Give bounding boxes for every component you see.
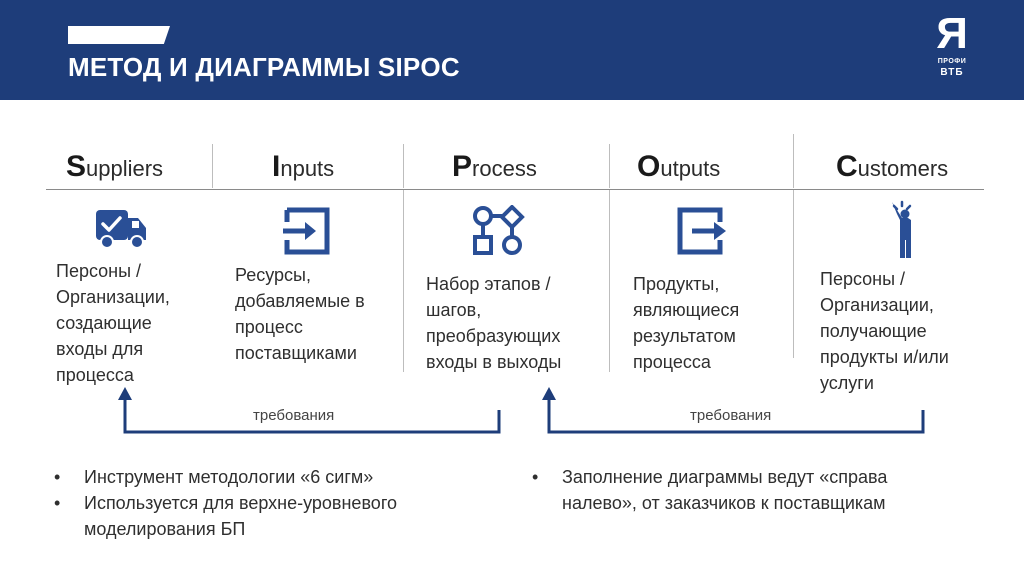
text-line: преобразующих [426, 326, 561, 346]
heading-initial: S [66, 150, 87, 183]
column-divider [403, 190, 404, 372]
text-line: услуги [820, 373, 874, 393]
logo-bank-name: ВТБ [940, 67, 964, 78]
heading-initial: O [637, 150, 661, 183]
list-item [54, 490, 494, 516]
column-text-process [426, 271, 606, 375]
list-item [532, 464, 1002, 490]
column-heading-outputs [637, 150, 720, 184]
text-line: поставщиками [235, 343, 357, 363]
text-line: получающие [820, 321, 927, 341]
column-text-inputs [235, 262, 403, 366]
text-line: процесса [56, 365, 134, 385]
heading-initial: I [272, 150, 281, 183]
text-line: Персоны / [56, 261, 142, 281]
text-line: Организации, [820, 295, 934, 315]
text-line: Продукты, [633, 274, 720, 294]
note-text: налево», от заказчиков к поставщикам [562, 493, 886, 513]
column-divider [793, 134, 794, 188]
text-line: Организации, [56, 287, 170, 307]
notes-left [54, 464, 494, 542]
bullet-icon: • [532, 467, 539, 487]
text-line: добавляемые в [235, 291, 365, 311]
header-bar [0, 0, 1024, 100]
requirements-label-right: требования [690, 407, 772, 424]
text-line: результатом [633, 326, 736, 346]
heading-rest: utputs [660, 156, 721, 181]
list-item [54, 464, 494, 490]
list-item-continuation [532, 490, 1002, 516]
column-text-outputs [633, 271, 793, 375]
slide-title: МЕТОД И ДИАГРАММЫ SIPOC [68, 52, 460, 82]
text-line: продукты и/или [820, 347, 949, 367]
column-heading-suppliers [66, 150, 163, 184]
text-line: входы в выходы [426, 352, 562, 372]
column-text-customers [820, 266, 1010, 396]
text-line: являющиеся [633, 300, 740, 320]
note-text: моделирования БП [84, 519, 246, 539]
note-text: Инструмент методологии «6 сигм» [84, 467, 374, 487]
text-line: Персоны / [820, 269, 906, 289]
text-line: создающие [56, 313, 152, 333]
column-heading-process [452, 150, 537, 184]
notes-right [532, 464, 1002, 516]
heading-initial: P [452, 150, 473, 183]
logo-letter: Я [936, 9, 968, 58]
column-text-suppliers [56, 258, 206, 388]
vtb-profi-logo [930, 9, 974, 82]
requirements-label-left: требования [253, 407, 335, 424]
heading-rest: ustomers [857, 156, 949, 181]
text-line: входы для [56, 339, 144, 359]
column-heading-customers [836, 150, 948, 184]
heading-rest: uppliers [86, 156, 164, 181]
column-divider [212, 144, 213, 188]
note-text: Используется для верхне-уровневого [84, 493, 397, 513]
truck-check-icon [94, 206, 148, 250]
header-underline [46, 189, 984, 190]
process-flow-icon [472, 205, 526, 257]
text-line: шагов, [426, 300, 482, 320]
column-divider [609, 144, 610, 188]
column-divider [609, 190, 610, 372]
column-heading-inputs [272, 150, 334, 184]
bullet-icon: • [54, 467, 61, 487]
heading-rest: rocess [472, 156, 537, 181]
list-item-continuation [54, 516, 494, 542]
column-divider [793, 190, 794, 358]
header-accent-stripe [68, 26, 170, 44]
logo-caption: ПРОФИ [937, 58, 967, 65]
heading-initial: C [836, 150, 858, 183]
text-line: Набор этапов / [426, 274, 551, 294]
note-text: Заполнение диаграммы ведут «справа [562, 467, 888, 487]
arrow-out-of-box-icon [676, 206, 730, 256]
arrow-into-box-icon [281, 206, 333, 256]
bullet-icon: • [54, 493, 61, 513]
text-line: процесса [633, 352, 711, 372]
text-line: процесс [235, 317, 303, 337]
heading-rest: nputs [280, 156, 335, 181]
person-cheering-icon [888, 200, 920, 264]
column-divider [403, 144, 404, 188]
text-line: Ресурсы, [235, 265, 311, 285]
